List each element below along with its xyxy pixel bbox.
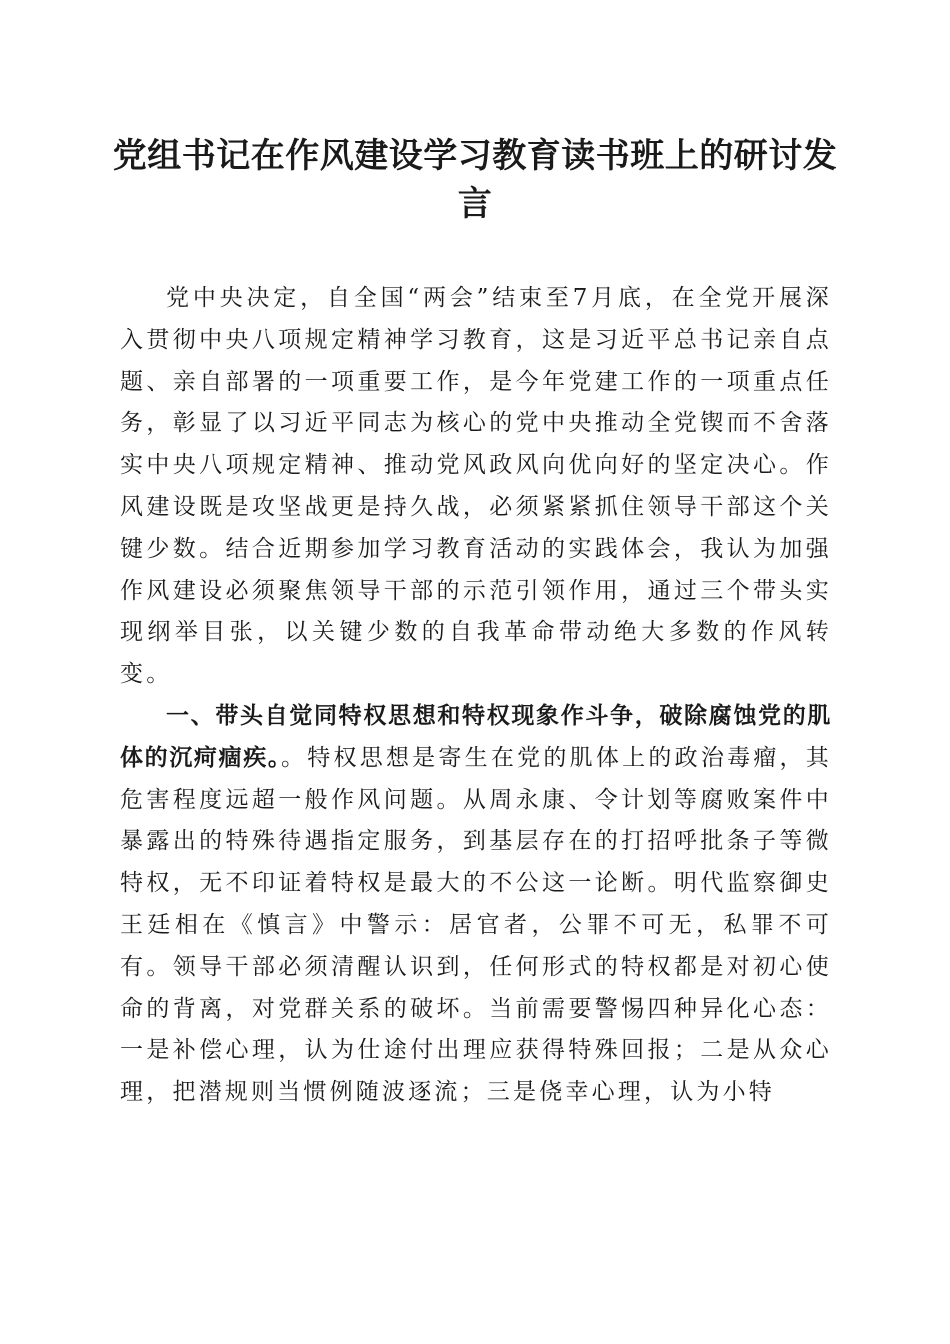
paragraph-intro-text: 党中央决定，自全国“两会”结束至7月底，在全党开展深入贯彻中央八项规定精神学习教育，这是习近平总书记亲自点题、亲自部署的一项重要工作，是今年党建工作的一项重点任务，彰显了以习近平同志为核心的党中央推动全党锲而不舍落实中央八项规定精神、推动党风政风向优向好的坚定决心。作风建设既是攻坚战更是持久战，必须紧紧抓住领导干部这个关键少数。结合近期参加学习教育活动的实践体会，我认为加强作风建设必须聚焦领导干部的示范引领作用，通过三个带头实现纲举目张，以关键少数的自我革命带动绝大多数的作风转变。 — [120, 285, 832, 688]
paragraph-intro — [120, 278, 832, 696]
document-body — [120, 278, 832, 1114]
section-one-heading: 一、带头自觉同特权思想和特权现象作斗争，破除腐蚀党的肌体的沉疴痼疾。 — [120, 702, 832, 771]
document-title: 党组书记在作风建设学习教育读书班上的研讨发言 — [112, 136, 838, 224]
paragraph-section-one — [120, 696, 832, 1114]
section-one-text: 。特权思想是寄生在党的肌体上的政治毒瘤，其危害程度远超一般作风问题。从周永康、令计划等腐败案件中暴露出的特殊待遇指定服务，到基层存在的打招呼批条子等微特权，无不印证着特权是最大的不公这一论断。明代监察御史王廷相在《慎言》中警示：居官者，公罪不可无，私罪不可有。领导干部必须清醒认识到，任何形式的特权都是对初心使命的背离，对党群关系的破坏。当前需要警惕四种异化心态：一是补偿心理，认为仕途付出理应获得特殊回报；二是从众心理，把潜规则当惯例随波逐流；三是侥幸心理，认为小特 — [120, 744, 832, 1106]
